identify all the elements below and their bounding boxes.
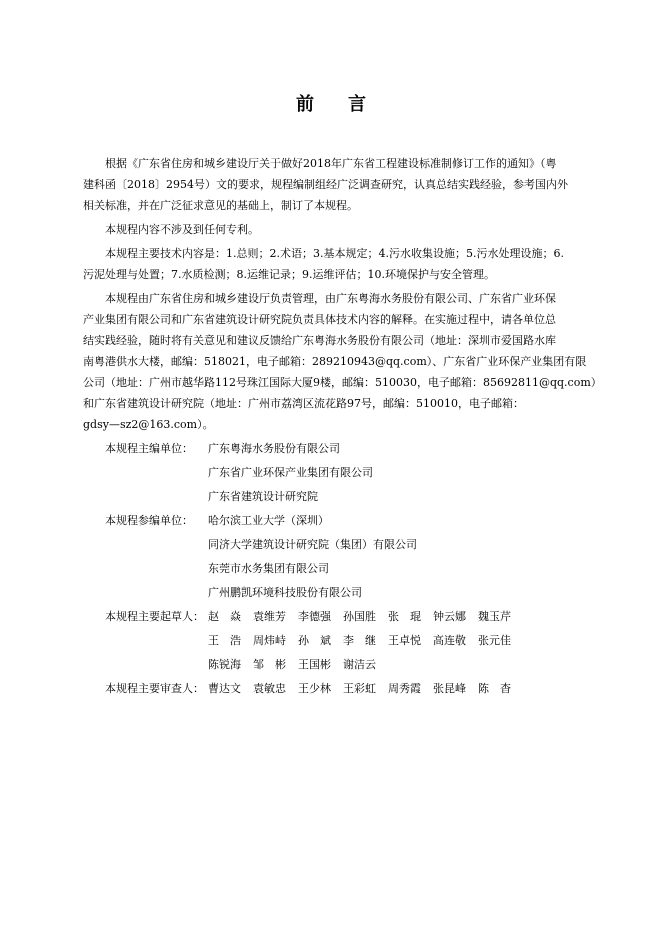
participating-unit: 广州鹏凯环境科技股份有限公司 [208, 586, 362, 599]
list-label-spacer [83, 558, 208, 582]
list-label-spacer [83, 534, 208, 558]
reviewers-label: 本规程主要审查人： [105, 682, 204, 695]
paragraph-line: 本规程内容不涉及到任何专利。 [105, 223, 259, 236]
paragraph-line: 公司（地址：广州市越华路112号珠江国际大厦9楼，邮编：510030，电子邮箱：85692811@qq.com） [83, 376, 602, 389]
drafter-name: 魏玉芹 [478, 610, 511, 623]
paragraph-line: 污泥处理与处置；7.水质检测；8.运维记录；9.运维评估；10.环境保护与安全管理。 [83, 268, 495, 281]
reviewers-list [83, 678, 583, 702]
chief-units-label: 本规程主编单位： [105, 442, 193, 455]
drafter-name: 孙国胜 [343, 610, 376, 623]
reviewer-name: 王少林 [298, 682, 331, 695]
drafter-name: 邹 彬 [253, 658, 286, 671]
chief-units-list [83, 438, 583, 510]
participating-unit: 东莞市水务集团有限公司 [208, 562, 329, 575]
paragraph-line: 根据《广东省住房和城乡建设厅关于做好2018年广东省工程建设标准制修订工作的通知》（粤 [105, 157, 557, 170]
list-label-spacer [83, 654, 208, 678]
drafter-name: 袁维芳 [253, 610, 286, 623]
paragraph-management [83, 288, 602, 435]
paragraph-line: 结实践经验，随时将有关意见和建议反馈给广东粤海水务股份有限公司（地址：深圳市爱国路水库 [83, 334, 556, 347]
drafter-name: 陈锐海 [208, 658, 241, 671]
list-label-spacer [83, 462, 208, 486]
reviewer-name: 曹达文 [208, 682, 241, 695]
title-char: 言 [348, 94, 366, 115]
drafter-name: 谢洁云 [343, 658, 376, 671]
paragraph-line: 本规程由广东省住房和城乡建设厅负责管理，由广东粤海水务股份有限公司、广东省广业环保 [105, 292, 556, 305]
paragraph-basis [83, 153, 583, 216]
paragraph-line: gdsy—sz2@163.com）。 [83, 418, 214, 431]
page-title [0, 90, 662, 116]
drafters-names-row [208, 630, 511, 654]
reviewer-name: 王彩虹 [343, 682, 376, 695]
drafter-name: 孙 斌 [298, 634, 331, 647]
list-label-spacer [83, 486, 208, 510]
chief-unit: 广东粤海水务股份有限公司 [208, 442, 340, 455]
drafters-names-row [208, 606, 511, 630]
chief-unit: 广东省建筑设计研究院 [208, 490, 318, 503]
paragraph-line: 相关标准，并在广泛征求意见的基础上，制订了本规程。 [83, 199, 358, 212]
drafter-name: 周炜峙 [253, 634, 286, 647]
drafter-name: 赵 焱 [208, 610, 241, 623]
paragraph-line: 产业集团有限公司和广东省建筑设计研究院负责具体技术内容的解释。在实施过程中，请各单位总 [83, 313, 556, 326]
reviewer-name: 陈 杳 [478, 682, 511, 695]
paragraph-patent [83, 219, 583, 240]
drafter-name: 李 继 [343, 634, 376, 647]
reviewers-names-row [208, 678, 511, 702]
drafter-name: 张 琨 [388, 610, 421, 623]
paragraph-line: 南粤港供水大楼，邮编：518021，电子邮箱：289210943@qq.com）、广东省广业环保产业集团有限 [83, 355, 587, 368]
paragraph-line: 本规程主要技术内容是：1.总则；2.术语；3.基本规定；4.污水收集设施；5.污水处理设施；6. [105, 247, 564, 260]
list-label-spacer [83, 582, 208, 606]
reviewer-name: 袁敏忠 [253, 682, 286, 695]
participating-units-label: 本规程参编单位： [105, 514, 193, 527]
drafter-name: 张元佳 [478, 634, 511, 647]
drafters-label: 本规程主要起草人： [105, 610, 204, 623]
chief-unit: 广东省广业环保产业集团有限公司 [208, 466, 373, 479]
reviewer-name: 周秀霞 [388, 682, 421, 695]
drafter-name: 王国彬 [298, 658, 331, 671]
drafters-names-row [208, 654, 376, 678]
drafter-name: 高连敬 [433, 634, 466, 647]
drafter-name: 王卓悦 [388, 634, 421, 647]
drafter-name: 钟云娜 [433, 610, 466, 623]
paragraph-contents [83, 243, 583, 285]
participating-units-list [83, 510, 583, 606]
paragraph-line: 建科函〔2018〕2954号）文的要求，规程编制组经广泛调查研究，认真总结实践经验，参考国内外 [83, 178, 568, 191]
drafter-name: 王 浩 [208, 634, 241, 647]
participating-unit: 哈尔滨工业大学（深圳） [208, 514, 329, 527]
participating-unit: 同济大学建筑设计研究院（集团）有限公司 [208, 538, 417, 551]
paragraph-line: 和广东省建筑设计研究院（地址：广州市荔湾区流花路97号，邮编：510010，电子邮箱： [83, 397, 524, 410]
list-label-spacer [83, 630, 208, 654]
title-char: 前 [296, 94, 314, 115]
reviewer-name: 张昆峰 [433, 682, 466, 695]
drafter-name: 李德强 [298, 610, 331, 623]
drafters-list [83, 606, 583, 678]
preface-body [83, 153, 602, 702]
